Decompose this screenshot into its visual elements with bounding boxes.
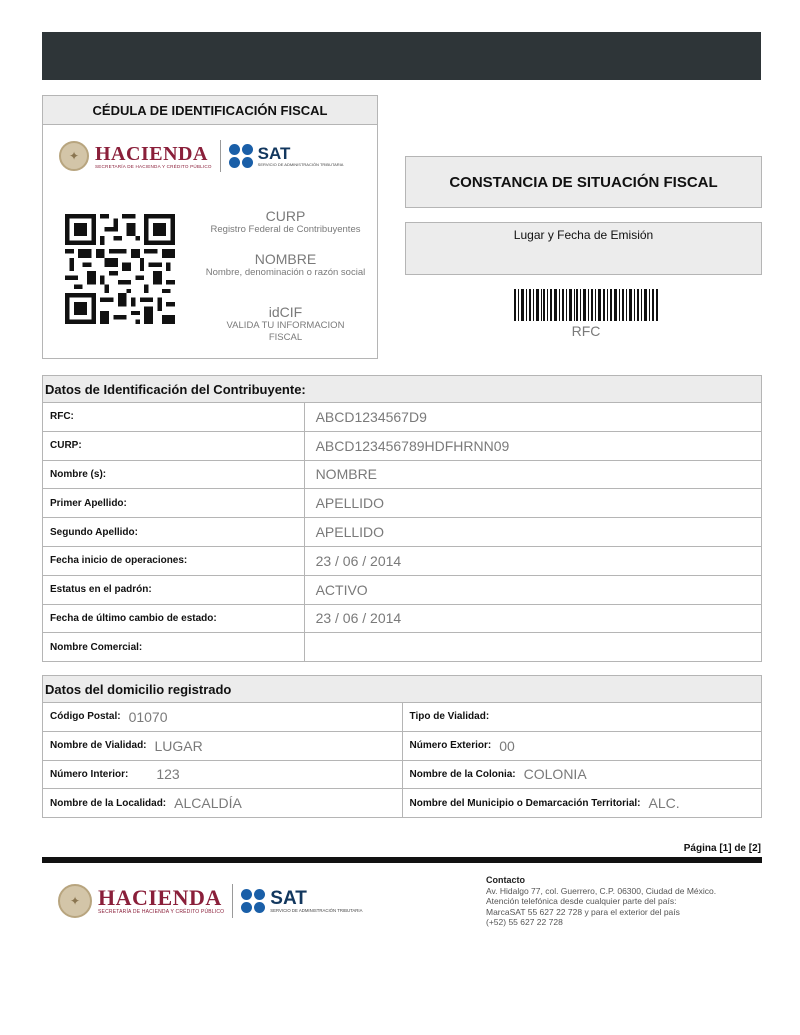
hacienda-logo: HACIENDA	[95, 142, 208, 165]
header-bar	[42, 32, 761, 80]
footer-divider	[42, 857, 762, 863]
table-row	[43, 731, 762, 760]
field-value: LUGAR	[154, 737, 203, 754]
field-label: Nombre de la Colonia:	[409, 768, 516, 780]
row-label: RFC:	[43, 403, 305, 432]
field-label: Nombre de Vialidad:	[50, 740, 147, 752]
barcode-rfc-label: RFC	[571, 323, 601, 339]
row-label: Fecha inicio de operaciones:	[43, 546, 305, 575]
sat-logo-icon	[241, 889, 265, 913]
nombre-caption: Nombre, denominación o razón social	[205, 267, 366, 278]
table-row	[43, 546, 762, 575]
field-value: 00	[499, 737, 515, 754]
row-value: ABCD1234567D9	[304, 403, 761, 432]
table-row	[43, 575, 762, 604]
curp-label: CURP	[265, 208, 306, 224]
row-value: ABCD123456789HDFHRNN09	[304, 431, 761, 460]
domicilio-table	[42, 702, 762, 818]
row-value: 23 / 06 / 2014	[304, 604, 761, 633]
field-label: Tipo de Vialidad:	[409, 711, 490, 723]
table-row	[43, 403, 762, 432]
row-value	[304, 633, 761, 662]
field-label: Nombre del Municipio o Demarcación Territorial:	[409, 797, 641, 809]
nombre-block	[203, 251, 368, 279]
header-logos	[59, 140, 343, 172]
table-row	[43, 460, 762, 489]
row-value: NOMBRE	[304, 460, 761, 489]
idcif-block	[203, 304, 368, 344]
sat-logo: SAT	[270, 888, 307, 909]
field-label: Código Postal:	[50, 711, 121, 723]
table-row	[43, 604, 762, 633]
row-label: Primer Apellido:	[43, 489, 305, 518]
table-row	[43, 518, 762, 547]
field-value: COLONIA	[523, 766, 587, 783]
footer-logos	[58, 884, 362, 918]
constancia-title: CONSTANCIA DE SITUACIÓN FISCAL	[405, 156, 762, 208]
lugar-fecha-emision: Lugar y Fecha de Emisión	[405, 222, 762, 275]
contact-block	[486, 875, 716, 928]
field-value: 123	[156, 766, 180, 783]
sat-logo: SAT	[257, 144, 291, 163]
identificacion-table	[42, 402, 762, 662]
hacienda-subtitle: SECRETARÍA DE HACIENDA Y CRÉDITO PÚBLICO	[98, 909, 225, 915]
row-label: Nombre Comercial:	[43, 633, 305, 662]
field-value: ALCALDÍA	[174, 795, 242, 812]
contact-line: MarcaSAT 55 627 22 728 y para el exterior del país	[486, 906, 680, 917]
barcode-icon	[514, 289, 658, 321]
eagle-seal-icon: ✦	[58, 884, 92, 918]
cedula-title: CÉDULA DE IDENTIFICACIÓN FISCAL	[43, 96, 377, 125]
row-label: CURP:	[43, 431, 305, 460]
row-label: Nombre (s):	[43, 460, 305, 489]
contact-title: Contacto	[486, 875, 525, 885]
table-row	[43, 703, 762, 732]
idcif-caption: VALIDA TU INFORMACION FISCAL	[226, 320, 345, 343]
row-label: Segundo Apellido:	[43, 518, 305, 547]
idcif-label: idCIF	[268, 304, 303, 320]
domicilio-title: Datos del domicilio registrado	[42, 675, 762, 703]
hacienda-logo: HACIENDA	[98, 885, 222, 910]
rfc-caption: Registro Federal de Contribuyentes	[210, 224, 361, 235]
sat-logo-icon	[229, 144, 253, 168]
field-value: 01070	[128, 708, 168, 725]
sat-subtitle: SERVICIO DE ADMINISTRACIÓN TRIBUTARIA	[257, 162, 344, 167]
row-value: APELLIDO	[304, 518, 761, 547]
nombre-label: NOMBRE	[254, 251, 317, 267]
table-row	[43, 633, 762, 662]
field-label: Nombre de la Localidad:	[50, 797, 167, 809]
hacienda-subtitle: SECRETARÍA DE HACIENDA Y CRÉDITO PÚBLICO	[95, 163, 212, 169]
row-label: Estatus en el padrón:	[43, 575, 305, 604]
eagle-seal-icon: ✦	[59, 141, 89, 171]
row-label: Fecha de último cambio de estado:	[43, 604, 305, 633]
field-label: Número Interior:	[50, 768, 129, 780]
contact-line: (+52) 55 627 22 728	[486, 917, 563, 927]
table-row	[43, 489, 762, 518]
page-number: Página [1] de [2]	[683, 843, 761, 854]
row-value: APELLIDO	[304, 489, 761, 518]
table-row	[43, 789, 762, 818]
table-row	[43, 431, 762, 460]
cedula-card	[42, 95, 378, 359]
row-value: ACTIVO	[304, 575, 761, 604]
contact-line: Atención telefónica desde cualquier parte del país:	[486, 896, 677, 906]
curp-block	[203, 208, 368, 236]
sat-subtitle: SERVICIO DE ADMINISTRACIÓN TRIBUTARIA	[270, 908, 363, 913]
field-label: Número Exterior:	[409, 740, 492, 752]
qr-code-icon	[65, 214, 175, 324]
field-value: ALC.	[648, 795, 680, 812]
contact-line: Av. Hidalgo 77, col. Guerrero, C.P. 06300, Ciudad de México.	[486, 885, 717, 896]
table-row	[43, 760, 762, 789]
row-value: 23 / 06 / 2014	[304, 546, 761, 575]
identificacion-title: Datos de Identificación del Contribuyente:	[42, 375, 762, 403]
